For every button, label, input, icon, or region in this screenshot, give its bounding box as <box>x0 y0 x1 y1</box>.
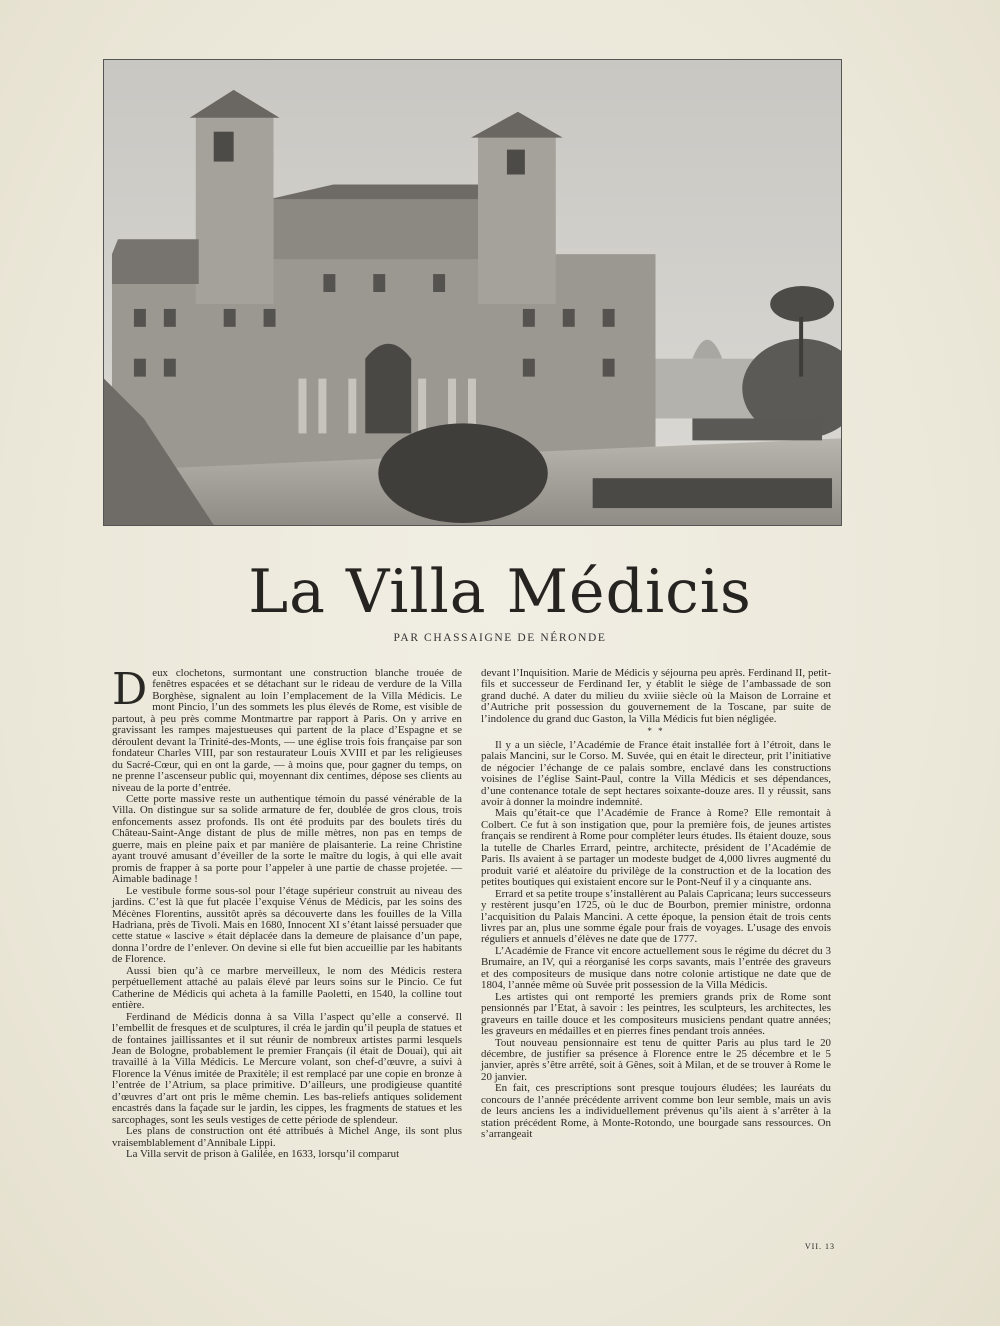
paragraph: La Villa servit de prison à Galilée, en 1633, lorsqu’il comparut <box>126 1148 400 1161</box>
drop-cap: D <box>112 664 148 715</box>
article-title: La Villa Médicis <box>248 557 752 627</box>
paragraph: Cette porte massive reste un authentique témoin du passé vénérable de la Villa. On distingue sur sa solide armature de fer, doublée de gros clous, trois enfoncements assez profonds. Ils ont été produits par des boulets tirés du Château-Saint-Ange distant de plus de mille mètres, non pas en temps de guerre, mais en pleine paix et par manière de plaisanterie. La reine Christine ayant trouvé amusant d’éveiller de la sorte le maître du logis, à qui elle avait promis de frapper à sa porte pour l’appeler à une partie de chasse projetée. — Aimable badinage ! <box>112 792 462 886</box>
article-byline: PAR CHASSAIGNE DE NÉRONDE <box>393 632 607 644</box>
paragraph: Deux clochetons, surmontant une construction blanche trouée de fenêtres espacées et se détachant sur le rideau de verdure de la Villa Borghèse, signalent au loin l’emplacement de la Villa Médicis. Le mont Pincio, l’un des sommets les plus élevés de Rome, est visible de partout, à peu près comme Montmartre par rapport à Paris. On y arrive en gravissant les rampes majestueuses qui partent de la place d’Espagne et se déroulent devant la Trinité-des-Monts, — une église trois fois française par son fondateur Charles VIII, par son restaurateur Louis XVIII et par les religieuses du Sacré-Cœur, qui en ont la garde, — à moins que, pour gagner du temps, on ne prenne l’ascenseur public qui, moyennant dix centimes, dépose ses clients au niveau de la porte d’entrée. <box>112 664 462 794</box>
paragraph: Il y a un siècle, l’Académie de France était installée fort à l’étroit, dans le palais Mancini, sur le Corso. M. Suvée, qui en était le directeur, prit l’initiative de négocier l’échange de ce palais sombre, enclavé dans les constructions voisines de l’église Saint-Paul, contre la Villa Médicis et ses dépendances, d’une contenance totale de sept hectares soixante-douze ares. Il y réussit, sans avoir à donner la moindre indemnité. <box>481 738 831 808</box>
left-column <box>112 664 462 1161</box>
paragraph: L’Académie de France vit encore actuellement sous le régime du décret du 3 Brumaire, an IV, qui a réorganisé les corps savants, mais l’entrée des graveurs et des compositeurs de musique dans notre colonie artistique ne date que de 1804, l’année même où Suvée prit possession de la Villa Médicis. <box>481 944 831 992</box>
paragraph: Ferdinand de Médicis donna à sa Villa l’aspect qu’elle a conservé. Il l’embellit de fresques et de sculptures, il créa le jardin qu’il peupla de statues et de fontaines jaillissantes et il sut réunir de nombreux artistes parmi lesquels Jean de Bologne, probablement le premier Français (il était de Douai), qui ait travaillé à la Villa Médicis. Le Mercure volant, son chef-d’œuvre, a suivi à Florence la Vénus imitée de Praxitèle; il est remplacé par une copie en bronze à l’entrée de l’Atrium, sa place primitive. D’ailleurs, une prodigieuse quantité d’œuvres d’art ont pris le même chemin. Les bas-reliefs antiques solidement encastrés dans la façade sur le jardin, les cippes, les fragments de statues et les sarcophages, sont les seuls vestiges de cette période de splendeur. <box>112 1010 462 1126</box>
paragraph: Les plans de construction ont été attribués à Michel Ange, ils sont plus vraisemblablement d’Annibale Lippi. <box>112 1125 462 1149</box>
paragraph: devant l’Inquisition. Marie de Médicis y séjourna peu après. Ferdinand II, petit-fils et successeur de Ferdinand Ier, y établit le siège de l’ambassade de son grand duché. A dater du milieu du xviiie siècle où la Maison de Lorraine et d’Autriche prit possession du gouvernement de la Toscane, par suite de l’indolence du grand duc Gaston, la Villa Médicis fut bien négligée. <box>481 667 831 725</box>
paragraph: Les artistes qui ont remporté les premiers grands prix de Rome sont pensionnés par l’Etat, à savoir : les peintres, les sculpteurs, les architectes, les graveurs en taille douce et les compositeurs musiciens pendant quatre années; les graveurs en médailles et en pierres fines pendant trois années. <box>481 990 831 1038</box>
page-folio: VII. 13 <box>804 1242 835 1251</box>
villa-photo-drawing <box>104 60 841 525</box>
paragraph: Le vestibule forme sous-sol pour l’étage supérieur construit au niveau des jardins. C’est là que fut placée l’exquise Vénus de Médicis, par les soins des Mécènes Florentins, aussitôt après sa découverte dans les fouilles de la Villa Hadriana, près de Tivoli. Mais en 1680, Innocent XI s’étant laissé persuader que cette statue « lascive » était déplacée dans la demeure de plaisance d’un pape, donna l’ordre de l’enlever. On devine si elle fut bien accueillie par les habitants de Florence. <box>112 884 462 966</box>
paragraph: Aussi bien qu’à ce marbre merveilleux, le nom des Médicis restera perpétuellement attaché au palais élevé par leurs soins sur le Pincio. Ce fut Catherine de Médicis qui acheta à la famille Paoletti, en 1540, la colline tout entière. <box>112 964 462 1012</box>
section-separator: * * <box>647 726 665 737</box>
paragraph: En fait, ces prescriptions sont presque toujours éludées; les lauréats du concours de l’année précédente arrivent comme bon leur semble, mais un avis de leurs anciens les a individuellement prévenus qu’ils aient à s’arrêter à la station précédent Rome, à Monte-Rotondo, une bourgade sans ressources. On s’arrangeait <box>481 1082 831 1141</box>
paragraph: Tout nouveau pensionnaire est tenu de quitter Paris au plus tard le 20 décembre, de justifier sa présence à Florence entre le 25 décembre et le 5 janvier, après s’être arrêté, soit à Gênes, soit à Milan, et de se trouver à Rome le 20 janvier. <box>481 1036 831 1083</box>
villa-photograph <box>103 59 842 526</box>
paragraph: Errard et sa petite troupe s’installèrent au Palais Capricana; leurs successeurs y restèrent jusqu’en 1725, où le duc de Bourbon, premier ministre, ordonna l’acquisition du Palais Mancini. A cette époque, la pension était de trois cents livres par an, plus une somme égale pour frais de voyages. L’usage des envois réguliers et annuels d’élèves ne date que de 1777. <box>481 887 831 946</box>
paragraph: Mais qu’était-ce que l’Académie de France à Rome? Elle remontait à Colbert. Ce fut à son instigation que, pour la première fois, de jeunes artistes français se rendirent à Rome pour compléter leurs études. Ils étaient douze, sous la tutelle de Charles Errard, peintre, architecte, président de l’Académie de Paris. Ils avaient à se partager un modeste budget de 4,000 livres augmenté du produit varié et aléatoire du privilège de la construction et de la location des petites boutiques qui existaient encore sur le Pont-Neuf il y a cinquante ans. <box>481 807 831 889</box>
right-column <box>481 668 831 1141</box>
